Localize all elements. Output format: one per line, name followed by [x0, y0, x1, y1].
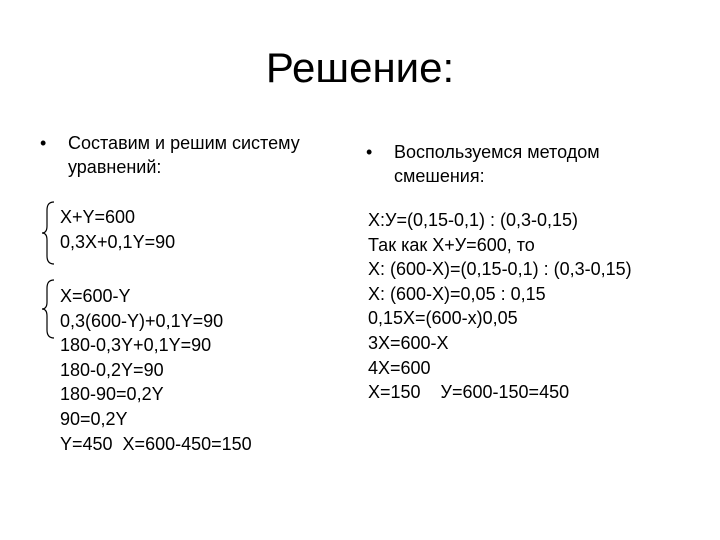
- equation-line: 90=0,2Y: [60, 408, 128, 429]
- left-bullet: [40, 131, 340, 179]
- slide-title: Решение:: [265, 44, 455, 91]
- equation-line: 0,3(600-Y)+0,1Y=90: [60, 310, 224, 331]
- equation-line: Так как Х+У=600, то: [368, 234, 535, 255]
- right-bullet-text: Воспользуемся методом смешения:: [394, 142, 600, 186]
- right-bullet: [366, 140, 686, 188]
- equation-line: 180-0,2Y=90: [60, 359, 164, 380]
- equation-line: X=600-Y: [60, 286, 131, 306]
- left-system-2: [60, 284, 252, 456]
- equation-line: Х: (600-Х)=0,05 : 0,15: [368, 283, 546, 304]
- equation-line: Y=450 X=600-450=150: [60, 433, 252, 454]
- equation-line: X+Y=600: [60, 207, 136, 227]
- right-solution: [368, 208, 632, 405]
- left-bullet-text: Составим и решим систему уравнений:: [68, 133, 300, 177]
- system-brace-1: [40, 200, 56, 266]
- bullet-marker: •: [366, 142, 373, 162]
- equation-line: 3Х=600-Х: [368, 332, 449, 353]
- system-brace-2: [40, 278, 56, 340]
- equation-line: 0,3X+0,1Y=90: [60, 231, 176, 252]
- equation-line: 180-0,3Y+0,1Y=90: [60, 335, 212, 356]
- equation-line: 0,15Х=(600-х)0,05: [368, 308, 518, 329]
- equation-line: 180-90=0,2Y: [60, 384, 164, 405]
- equation-line: Х:У=(0,15-0,1) : (0,3-0,15): [368, 210, 579, 230]
- left-system-1: [60, 205, 175, 254]
- equation-line: 4Х=600: [368, 357, 431, 378]
- equation-line: Х=150 У=600-150=450: [368, 382, 570, 403]
- equation-line: Х: (600-Х)=(0,15-0,1) : (0,3-0,15): [368, 259, 632, 280]
- bullet-marker: •: [40, 133, 47, 153]
